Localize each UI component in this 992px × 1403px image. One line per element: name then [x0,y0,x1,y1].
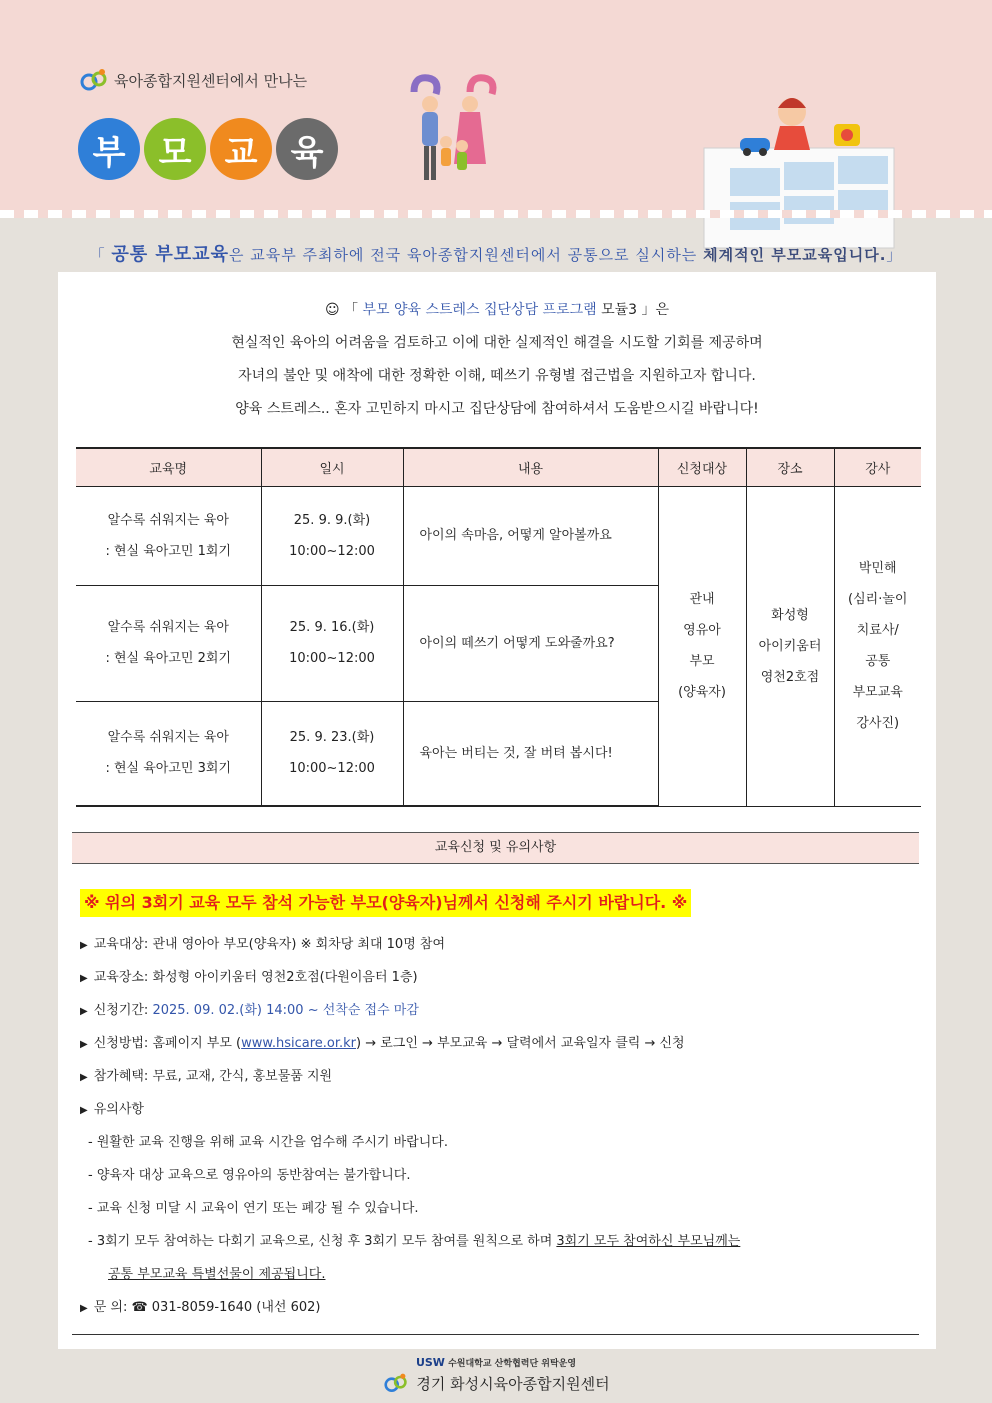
page-title [78,118,338,180]
notice-benefit: ▶ 참가혜택: 무료, 교재, 간식, 홍보물품 지원 [80,1060,920,1093]
footer-center [0,1371,992,1395]
slogan-close: 」 [886,246,903,264]
intro-line-4: 양육 스트레스.. 혼자 고민하지 마시고 집단상담에 참여하셔서 도움받으시길 바랍니다! [235,401,759,417]
slogan-text: 은 교육부 주최하에 전국 육아종합지원센터에서 공통으로 실시하는 [228,246,698,264]
table-header: 교육명 [76,448,261,486]
slogan-bold: 체계적인 부모교육입니다. [703,246,887,264]
place-cell: 화성형 아이키움터 영천2호점 [746,486,834,806]
header-subtitle: 육아종합지원센터에서 만나는 [114,71,308,90]
table-header: 강사 [834,448,921,486]
session-datetime: 25. 9. 16.(화) 10:00~12:00 [261,585,403,701]
slogan-open: 「 [89,246,106,264]
center-name: 경기 화성시육아종합지원센터 [416,1374,610,1393]
family-illustration-icon [400,72,505,187]
main-card [58,272,936,1349]
card-divider [72,1334,919,1335]
table-header-row [76,448,921,486]
slogan [0,240,992,266]
session-name: 알수록 쉬워지는 육아 : 현실 육아고민 2회기 [76,585,261,701]
header-banner [0,0,992,215]
intro-text [58,294,936,426]
title-char-4: 육 [276,118,338,180]
teacher-cell: 박민해 (심리·놀이 치료사/ 공통 부모교육 강사진) [834,486,921,806]
notice-list [80,928,920,1324]
caution-item: - 양육자 대상 교육으로 영유아의 동반참여는 불가합니다. [88,1168,411,1183]
center-logo-icon [382,1371,410,1395]
smile-icon: ☺ [324,302,340,318]
title-char-2: 모 [144,118,206,180]
table-header: 내용 [403,448,658,486]
notice-heading: 교육신청 및 유의사항 [72,832,919,864]
target-cell: 관내 영유아 부모 (양육자) [658,486,746,806]
intro-line-2: 현실적인 육아의 어려움을 검토하고 이에 대한 실제적인 해결을 시도할 기회를 제공하며 [231,335,763,351]
notice-target: ▶ 교육대상: 관내 영아아 부모(양육자) ※ 회차당 최대 10명 참여 [80,928,920,961]
footer-operator: USW 수원대학교 산학협력단 위탁운영 [415,1356,577,1369]
session-datetime: 25. 9. 23.(화) 10:00~12:00 [261,701,403,806]
footer [0,1356,992,1395]
intro-line-1 [58,294,936,327]
session-name: 알수록 쉬워지는 육아 : 현실 육아고민 1회기 [76,486,261,585]
program-module: 모듈3 [601,302,638,318]
schedule-table [76,447,921,807]
toy-shelf-illustration-icon [700,90,895,250]
period-value: 2025. 09. 02.(화) 14:00 ~ 선착순 접수 마감 [152,1003,419,1018]
table-row [76,486,921,585]
session-content: 육아는 버티는 것, 잘 버텨 봅시다! [403,701,658,806]
usw-logo: USW [415,1356,445,1369]
notice-highlight: ※ 위의 3회기 교육 모두 참석 가능한 부모(양육자)님께서 신청해 주시기 바랍니다. ※ [80,889,691,917]
homepage-link[interactable]: www.hsicare.or.kr [241,1036,357,1051]
session-datetime: 25. 9. 9.(화) 10:00~12:00 [261,486,403,585]
table-header: 장소 [746,448,834,486]
title-char-3: 교 [210,118,272,180]
center-logo-icon [80,66,108,94]
intro-line-3: 자녀의 불안 및 애착에 대한 정확한 이해, 떼쓰기 유형별 접근법을 지원하고자 합니다. [238,368,756,384]
session-name: 알수록 쉬워지는 육아 : 현실 육아고민 3회기 [76,701,261,806]
caution-item: - 교육 신청 미달 시 교육이 연기 또는 폐강 될 수 있습니다. [88,1201,419,1216]
session-content: 아이의 속마음, 어떻게 알아볼까요 [403,486,658,585]
program-name: 부모 양육 스트레스 집단상담 프로그램 [362,302,597,318]
intro-close: 」은 [641,302,670,318]
header-dashed-border [0,210,992,218]
intro-open: 「 [344,302,358,318]
session-content: 아이의 떼쓰기 어떻게 도와줄까요? [403,585,658,701]
table-header: 일시 [261,448,403,486]
slogan-highlight: 공통 부모교육 [111,244,229,265]
notice-contact: ▶ 문 의: ☎ 031-8059-1640 (내선 602) [80,1291,920,1324]
caution-item: - 원활한 교육 진행을 위해 교육 시간을 엄수해 주시기 바랍니다. [88,1135,448,1150]
notice-period: ▶ 신청기간: 2025. 09. 02.(화) 14:00 ~ 선착순 접수 마감 [80,994,920,1027]
caution-item: - 3회기 모두 참여하는 다회기 교육으로, 신청 후 3회기 모두 참여를 원칙으로 하며 3회기 모두 참여하신 부모님께는 [88,1234,741,1249]
notice-caution-title: ▶ 유의사항 [80,1093,920,1126]
caution-item-cont: 공통 부모교육 특별선물이 제공됩니다. [108,1267,326,1282]
title-char-1: 부 [78,118,140,180]
table-header: 신청대상 [658,448,746,486]
notice-method: ▶ 신청방법: 홈페이지 부모 (www.hsicare.or.kr) → 로그인 → 부모교육 → 달력에서 교육일자 클릭 → 신청 [80,1027,920,1060]
center-logo [80,66,307,94]
notice-place: ▶ 교육장소: 화성형 아이키움터 영천2호점(다원이음터 1층) [80,961,920,994]
